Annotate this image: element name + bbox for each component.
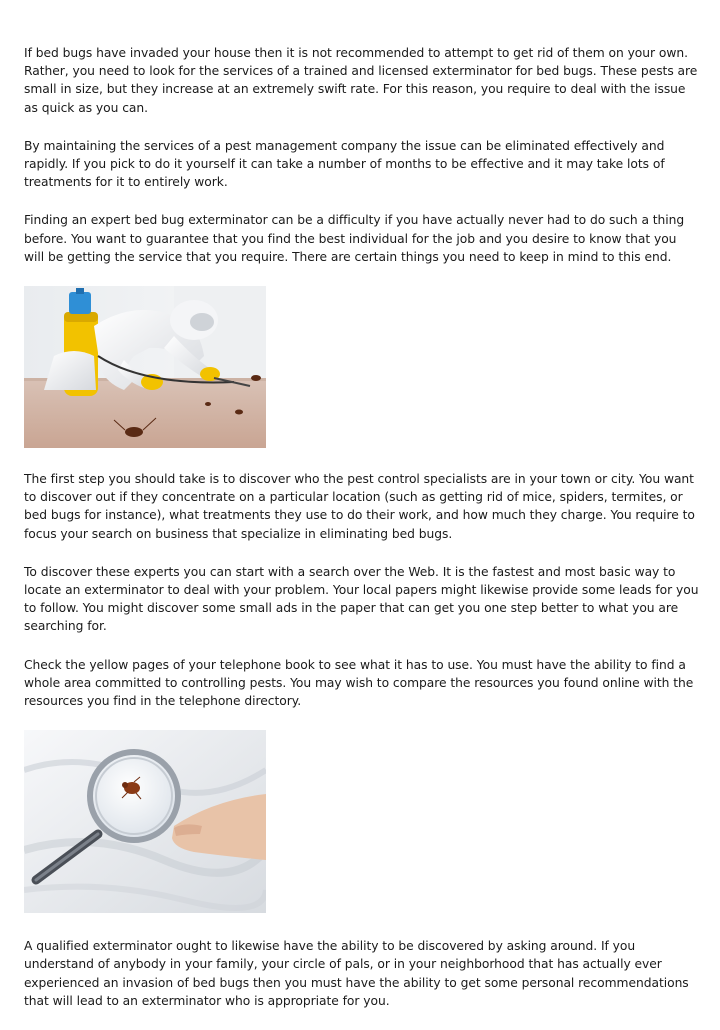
paragraph-1: If bed bugs have invaded your house then it is not recommended to attempt to get rid of them on your own. Rather, you need to look for the services of a trained and licensed exterminator for bed bugs. These pests are small in size, but they increase at an extremely swift rate. For this reason, you require to deal with the issue as quick as you can. xyxy=(24,46,698,115)
magnifier-bedbug-icon xyxy=(24,730,266,913)
paragraph-2: By maintaining the services of a pest management company the issue can be eliminated effectively and rapidly. If you pick to do it yourself it can take a number of months to be effective and it may take lots of treatments for it to entirely work. xyxy=(24,138,665,190)
paragraph-3: Finding an expert bed bug exterminator can be a difficulty if you have actually never had to do such a thing before. You want to guarantee that you find the best individual for the job and you desire to know that you will be getting the service that you require. There are certain things you need to keep in mind to this end. xyxy=(24,213,685,264)
article xyxy=(24,44,700,1030)
magnifier-photo xyxy=(24,730,266,913)
paragraph-4: The first step you should take is to discover who the pest control specialists are in your town or city. You want to discover out if they concentrate on a particular location (such as getting rid of mice, spiders, termites, or bed bugs for instance), what treatments they use to do their work, and how much they charge. You require to focus your search on business that specialize in eliminating bed bugs. xyxy=(24,472,695,541)
paragraph-5: To discover these experts you can start with a search over the Web. It is the fastest and most basic way to locate an exterminator to deal with your problem. Your local papers might likewise provide some leads for you to follow. You might discover some small ads in the paper that can get you one step better to what you are searching for. xyxy=(24,564,699,634)
exterminator-spraying-icon xyxy=(24,286,266,448)
paragraph-7: A qualified exterminator ought to likewise have the ability to be discovered by asking around. If you understand of anybody in your family, your circle of pals, or in your neighborhood that has actually ever experienced an invasion of bed bugs then you must have the ability to get some personal recommendations that will lead to an exterminator who is appropriate for you. xyxy=(24,939,689,1008)
exterminator-photo xyxy=(24,286,266,448)
paragraph-6: Check the yellow pages of your telephone book to see what it has to use. You must have the ability to find a whole area committed to controlling pests. You may wish to compare the resources you found online with the resources you find in the telephone directory. xyxy=(24,657,694,709)
